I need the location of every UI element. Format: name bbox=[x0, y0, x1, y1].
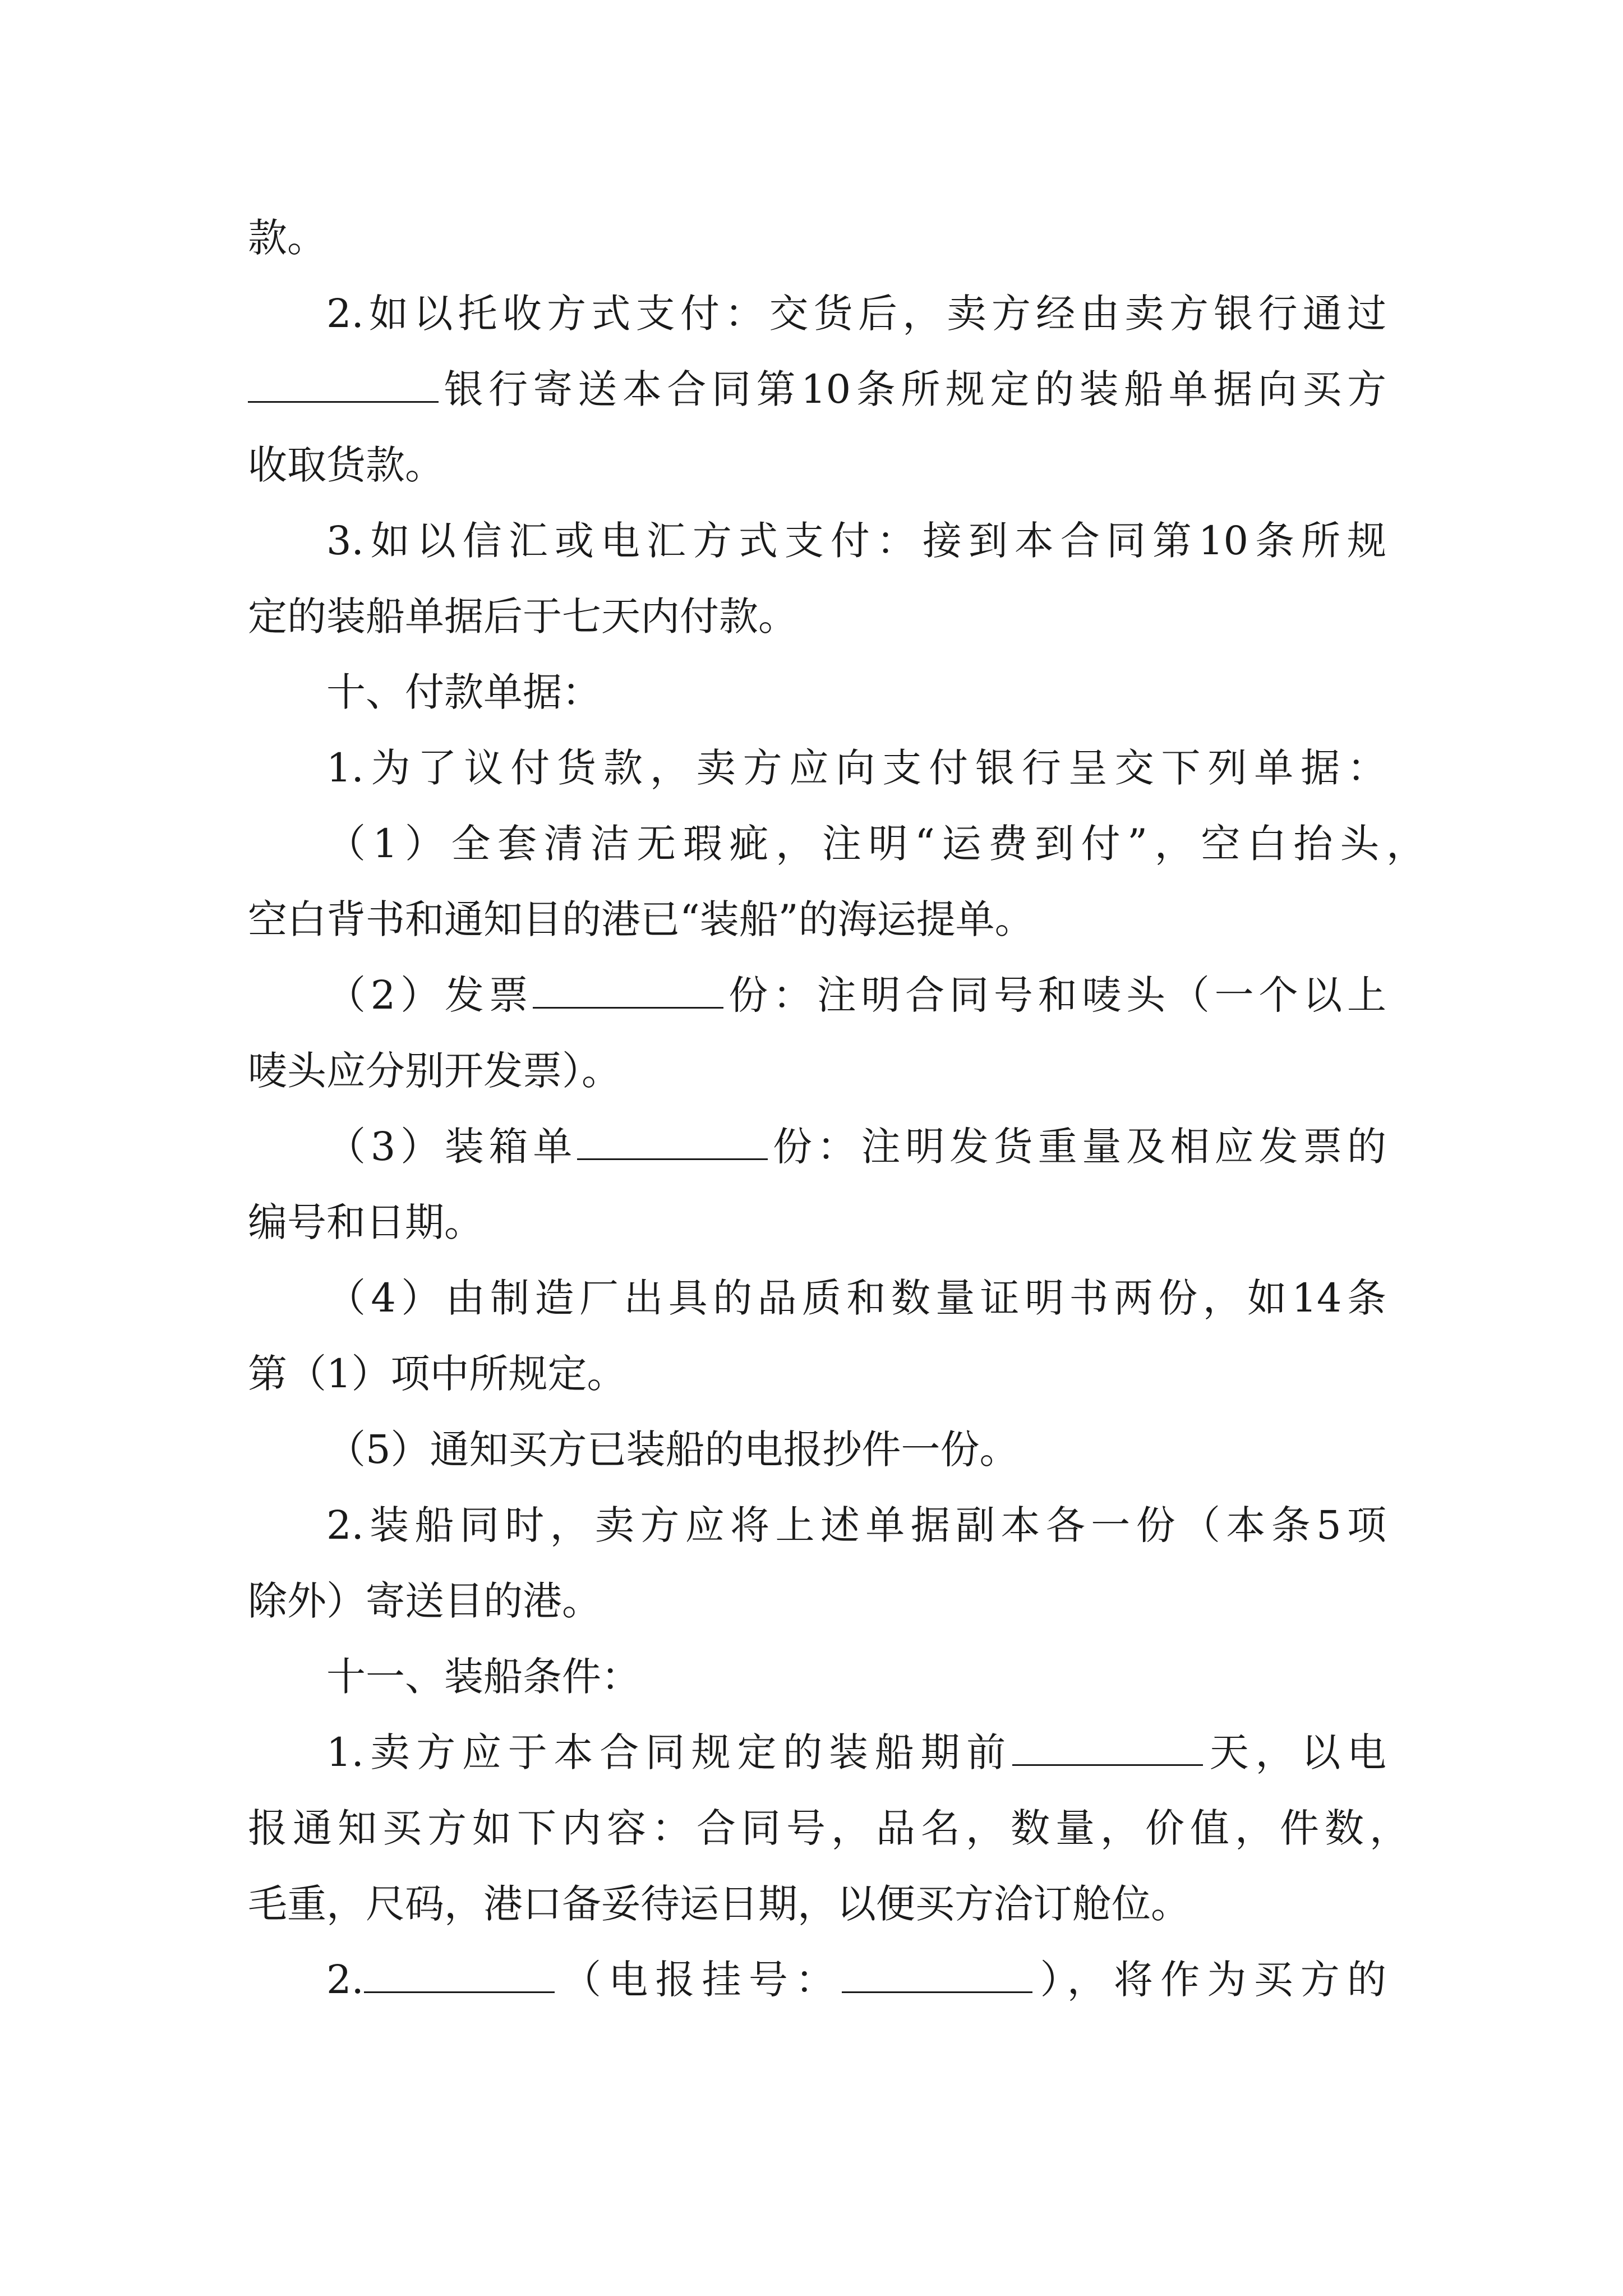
text-line: 除外）寄送目的港。 bbox=[248, 1578, 601, 1624]
text-line: 1.为了议付货款，卖方应向支付银行呈交下列单据： bbox=[326, 745, 1386, 791]
fill-in-blank[interactable] bbox=[248, 369, 439, 403]
text-line: 银行寄送本合同第10条所规定的装船单据向买方 bbox=[248, 361, 1386, 417]
fill-in-blank[interactable] bbox=[577, 1126, 768, 1160]
text-line: 第（1）项中所规定。 bbox=[248, 1351, 626, 1397]
fill-in-blank[interactable] bbox=[1012, 1732, 1203, 1766]
text-line: 收取货款。 bbox=[248, 442, 444, 488]
text-line: 定的装船单据后于七天内付款。 bbox=[248, 593, 797, 639]
section-heading: 十一、装船条件： bbox=[326, 1654, 640, 1700]
text-line: 2.装船同时，卖方应将上述单据副本各一份（本条5项 bbox=[326, 1502, 1386, 1548]
text-line: 2. （电报挂号： ），将作为买方的 bbox=[326, 1957, 1386, 2003]
text-line: 毛重，尺码，港口备妥待运日期，以便买方洽订舱位。 bbox=[248, 1881, 1190, 1927]
text-line: 唛头应分别开发票）。 bbox=[248, 1048, 621, 1094]
text-line: （1）全套清洁无瑕疵，注明“运费到付”，空白抬头， bbox=[326, 821, 1426, 867]
text-line: 报通知买方如下内容：合同号，品名，数量，价值，件数， bbox=[248, 1805, 1409, 1851]
text-line: 1.卖方应于本合同规定的装船期前 天，以电 bbox=[326, 1729, 1386, 1775]
text-line: （4）由制造厂出具的品质和数量证明书两份，如14条 bbox=[326, 1275, 1386, 1321]
text-line: （3）装箱单 份：注明发货重量及相应发票的 bbox=[326, 1124, 1386, 1170]
section-heading: 十、付款单据： bbox=[326, 669, 601, 715]
fill-in-blank[interactable] bbox=[533, 974, 723, 1009]
text-line: 3.如以信汇或电汇方式支付：接到本合同第10条所规 bbox=[326, 518, 1386, 564]
text-line: （2）发票 份：注明合同号和唛头（一个以上 bbox=[326, 972, 1386, 1018]
text-line: 空白背书和通知目的港已“装船”的海运提单。 bbox=[248, 896, 1034, 942]
fill-in-blank[interactable] bbox=[364, 1959, 555, 1993]
fill-in-blank[interactable] bbox=[842, 1959, 1032, 1993]
text-line: （5）通知买方已装船的电报抄件一份。 bbox=[326, 1427, 1019, 1473]
text-line: 编号和日期。 bbox=[248, 1199, 483, 1245]
text-line: 款。 bbox=[248, 215, 326, 261]
text-line: 2.如以托收方式支付：交货后，卖方经由卖方银行通过 bbox=[326, 291, 1386, 337]
